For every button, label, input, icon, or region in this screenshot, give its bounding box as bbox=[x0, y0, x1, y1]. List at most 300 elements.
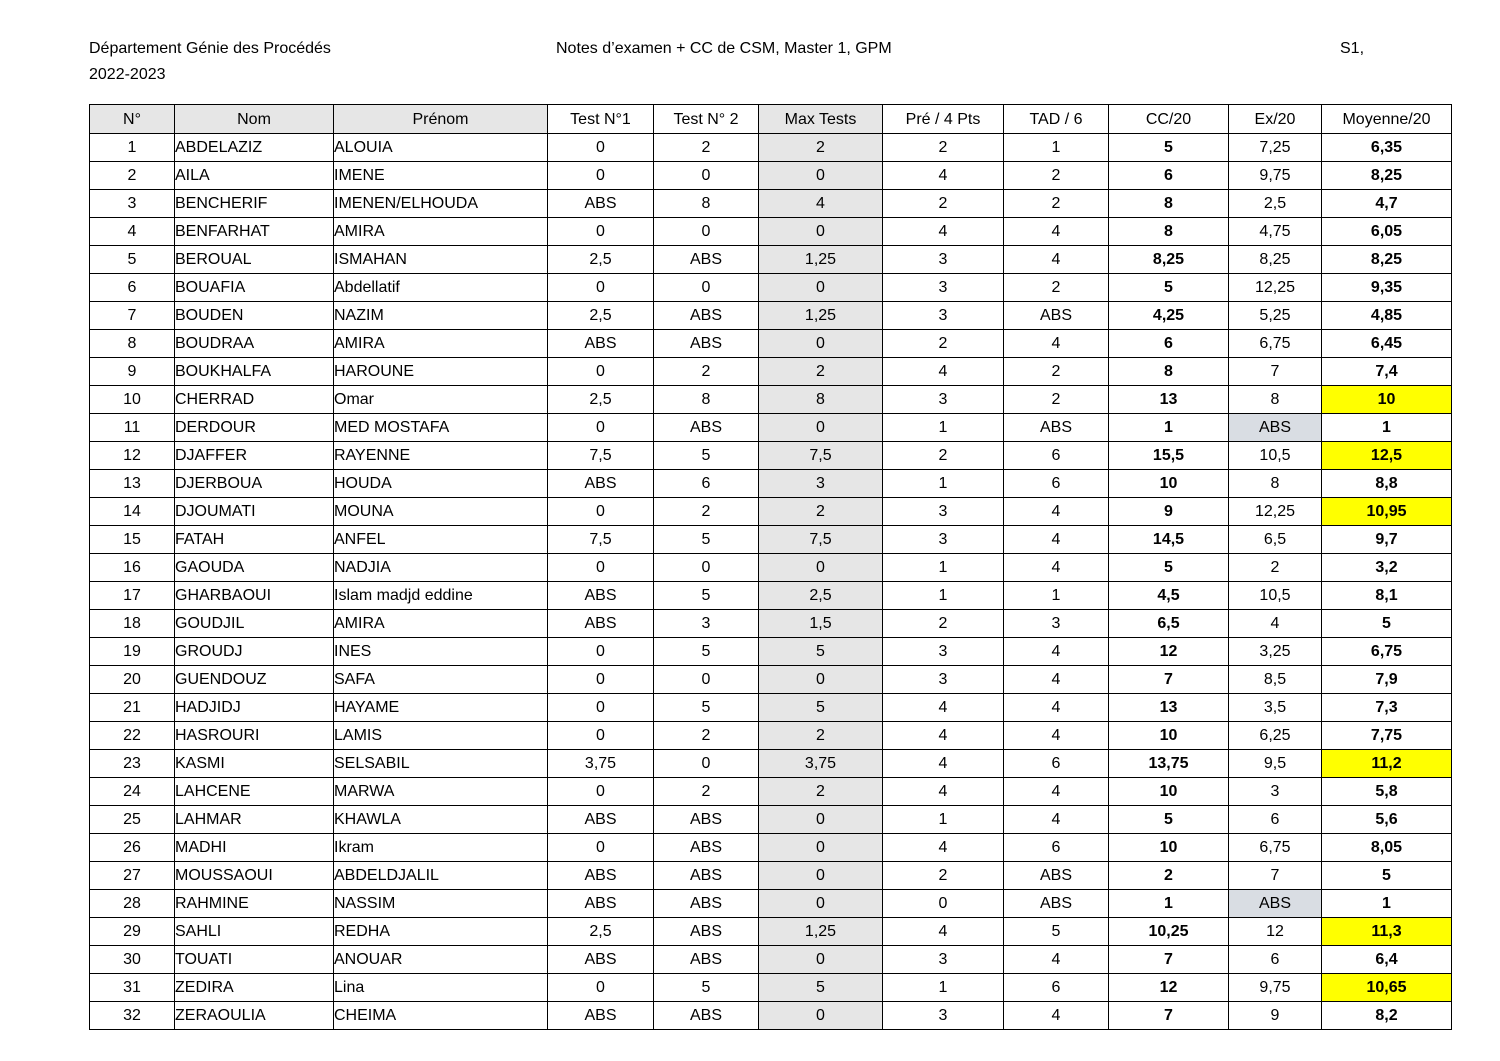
student-last-name: HASROURI bbox=[175, 722, 334, 750]
table-row bbox=[90, 134, 1452, 162]
row-number: 24 bbox=[90, 778, 175, 806]
table-row bbox=[90, 750, 1452, 778]
test1-score: ABS bbox=[548, 806, 654, 834]
cc-score: 15,5 bbox=[1109, 442, 1229, 470]
student-first-name: MOUNA bbox=[334, 498, 548, 526]
tad-score: 4 bbox=[1004, 722, 1109, 750]
row-number: 5 bbox=[90, 246, 175, 274]
tad-score: 4 bbox=[1004, 526, 1109, 554]
test2-score: 6 bbox=[654, 470, 759, 498]
max-tests-score: 0 bbox=[759, 414, 883, 442]
test1-score: 0 bbox=[548, 218, 654, 246]
student-last-name: DJAFFER bbox=[175, 442, 334, 470]
average-score: 8,05 bbox=[1322, 834, 1452, 862]
tad-score: 2 bbox=[1004, 190, 1109, 218]
test1-score: 0 bbox=[548, 638, 654, 666]
test2-score: 0 bbox=[654, 274, 759, 302]
exam-score: 8 bbox=[1229, 470, 1322, 498]
cc-score: 1 bbox=[1109, 890, 1229, 918]
tad-score: 4 bbox=[1004, 638, 1109, 666]
student-last-name: BEROUAL bbox=[175, 246, 334, 274]
cc-score: 6 bbox=[1109, 162, 1229, 190]
max-tests-score: 5 bbox=[759, 638, 883, 666]
table-row bbox=[90, 834, 1452, 862]
test1-score: 7,5 bbox=[548, 442, 654, 470]
row-number: 22 bbox=[90, 722, 175, 750]
presence-score: 1 bbox=[883, 974, 1004, 1002]
max-tests-score: 8 bbox=[759, 386, 883, 414]
average-score: 8,25 bbox=[1322, 246, 1452, 274]
student-first-name: ABDELDJALIL bbox=[334, 862, 548, 890]
col-header-moyenne: Moyenne/20 bbox=[1322, 105, 1452, 134]
max-tests-score: 0 bbox=[759, 666, 883, 694]
test1-score: 0 bbox=[548, 414, 654, 442]
test2-score: 5 bbox=[654, 582, 759, 610]
tad-score: 4 bbox=[1004, 694, 1109, 722]
row-number: 28 bbox=[90, 890, 175, 918]
presence-score: 4 bbox=[883, 918, 1004, 946]
test1-score: 2,5 bbox=[548, 918, 654, 946]
cc-score: 13 bbox=[1109, 386, 1229, 414]
presence-score: 3 bbox=[883, 498, 1004, 526]
tad-score: 6 bbox=[1004, 834, 1109, 862]
exam-score: 6,5 bbox=[1229, 526, 1322, 554]
average-score: 6,4 bbox=[1322, 946, 1452, 974]
presence-score: 4 bbox=[883, 358, 1004, 386]
col-header-presence: Pré / 4 Pts bbox=[883, 105, 1004, 134]
max-tests-score: 2 bbox=[759, 498, 883, 526]
tad-score: 4 bbox=[1004, 554, 1109, 582]
presence-score: 1 bbox=[883, 470, 1004, 498]
test1-score: 0 bbox=[548, 554, 654, 582]
student-first-name: MED MOSTAFA bbox=[334, 414, 548, 442]
tad-score: 2 bbox=[1004, 162, 1109, 190]
max-tests-score: 3 bbox=[759, 470, 883, 498]
max-tests-score: 7,5 bbox=[759, 526, 883, 554]
exam-score: 3,25 bbox=[1229, 638, 1322, 666]
cc-score: 10 bbox=[1109, 834, 1229, 862]
row-number: 20 bbox=[90, 666, 175, 694]
cc-score: 8 bbox=[1109, 190, 1229, 218]
table-row bbox=[90, 414, 1452, 442]
cc-score: 14,5 bbox=[1109, 526, 1229, 554]
student-last-name: BOUDEN bbox=[175, 302, 334, 330]
test1-score: ABS bbox=[548, 582, 654, 610]
student-last-name: ABDELAZIZ bbox=[175, 134, 334, 162]
row-number: 29 bbox=[90, 918, 175, 946]
student-last-name: AILA bbox=[175, 162, 334, 190]
exam-score: 6 bbox=[1229, 946, 1322, 974]
cc-score: 8 bbox=[1109, 358, 1229, 386]
col-header-nom: Nom bbox=[175, 105, 334, 134]
average-score: 9,35 bbox=[1322, 274, 1452, 302]
cc-score: 10,25 bbox=[1109, 918, 1229, 946]
presence-score: 4 bbox=[883, 834, 1004, 862]
presence-score: 4 bbox=[883, 162, 1004, 190]
cc-score: 4,5 bbox=[1109, 582, 1229, 610]
cc-score: 6,5 bbox=[1109, 610, 1229, 638]
tad-score: 6 bbox=[1004, 442, 1109, 470]
student-last-name: CHERRAD bbox=[175, 386, 334, 414]
test1-score: ABS bbox=[548, 330, 654, 358]
cc-score: 13,75 bbox=[1109, 750, 1229, 778]
exam-score: 3 bbox=[1229, 778, 1322, 806]
student-first-name: Omar bbox=[334, 386, 548, 414]
row-number: 23 bbox=[90, 750, 175, 778]
student-first-name: AMIRA bbox=[334, 218, 548, 246]
table-row bbox=[90, 638, 1452, 666]
test2-score: ABS bbox=[654, 890, 759, 918]
presence-score: 2 bbox=[883, 442, 1004, 470]
presence-score: 2 bbox=[883, 862, 1004, 890]
test1-score: ABS bbox=[548, 1002, 654, 1030]
tad-score: 4 bbox=[1004, 946, 1109, 974]
tad-score: 4 bbox=[1004, 1002, 1109, 1030]
table-row bbox=[90, 722, 1452, 750]
cc-score: 5 bbox=[1109, 806, 1229, 834]
exam-score: 2,5 bbox=[1229, 190, 1322, 218]
test2-score: 2 bbox=[654, 722, 759, 750]
student-first-name: KHAWLA bbox=[334, 806, 548, 834]
row-number: 32 bbox=[90, 1002, 175, 1030]
presence-score: 3 bbox=[883, 246, 1004, 274]
test2-score: ABS bbox=[654, 918, 759, 946]
student-first-name: NAZIM bbox=[334, 302, 548, 330]
cc-score: 5 bbox=[1109, 554, 1229, 582]
max-tests-score: 0 bbox=[759, 1002, 883, 1030]
student-last-name: RAHMINE bbox=[175, 890, 334, 918]
student-first-name: RAYENNE bbox=[334, 442, 548, 470]
tad-score: 5 bbox=[1004, 918, 1109, 946]
row-number: 9 bbox=[90, 358, 175, 386]
tad-score: 4 bbox=[1004, 666, 1109, 694]
row-number: 10 bbox=[90, 386, 175, 414]
tad-score: 4 bbox=[1004, 246, 1109, 274]
max-tests-score: 0 bbox=[759, 862, 883, 890]
exam-score: 8 bbox=[1229, 386, 1322, 414]
cc-score: 8 bbox=[1109, 218, 1229, 246]
student-first-name: NADJIA bbox=[334, 554, 548, 582]
max-tests-score: 5 bbox=[759, 694, 883, 722]
presence-score: 3 bbox=[883, 638, 1004, 666]
test1-score: 0 bbox=[548, 274, 654, 302]
table-row bbox=[90, 610, 1452, 638]
student-first-name: Ikram bbox=[334, 834, 548, 862]
test2-score: 5 bbox=[654, 974, 759, 1002]
test1-score: 0 bbox=[548, 134, 654, 162]
test2-score: ABS bbox=[654, 862, 759, 890]
table-row bbox=[90, 330, 1452, 358]
test2-score: 8 bbox=[654, 190, 759, 218]
student-first-name: HAROUNE bbox=[334, 358, 548, 386]
max-tests-score: 0 bbox=[759, 162, 883, 190]
exam-score: 9,75 bbox=[1229, 162, 1322, 190]
average-score: 8,8 bbox=[1322, 470, 1452, 498]
test2-score: 5 bbox=[654, 526, 759, 554]
max-tests-score: 0 bbox=[759, 218, 883, 246]
test2-score: ABS bbox=[654, 302, 759, 330]
tad-score: ABS bbox=[1004, 862, 1109, 890]
test2-score: 0 bbox=[654, 162, 759, 190]
average-score: 6,05 bbox=[1322, 218, 1452, 246]
presence-score: 1 bbox=[883, 582, 1004, 610]
test1-score: 3,75 bbox=[548, 750, 654, 778]
table-row bbox=[90, 582, 1452, 610]
test2-score: 2 bbox=[654, 358, 759, 386]
average-score: 6,75 bbox=[1322, 638, 1452, 666]
table-row bbox=[90, 526, 1452, 554]
test1-score: ABS bbox=[548, 862, 654, 890]
student-last-name: GUENDOUZ bbox=[175, 666, 334, 694]
cc-score: 8,25 bbox=[1109, 246, 1229, 274]
exam-score: 12,25 bbox=[1229, 498, 1322, 526]
row-number: 2 bbox=[90, 162, 175, 190]
tad-score: 3 bbox=[1004, 610, 1109, 638]
department-label: Département Génie des Procédés bbox=[89, 40, 331, 57]
presence-score: 4 bbox=[883, 750, 1004, 778]
tad-score: 4 bbox=[1004, 498, 1109, 526]
test1-score: ABS bbox=[548, 946, 654, 974]
student-first-name: SAFA bbox=[334, 666, 548, 694]
average-score: 8,2 bbox=[1322, 1002, 1452, 1030]
average-score: 7,4 bbox=[1322, 358, 1452, 386]
exam-score: 2 bbox=[1229, 554, 1322, 582]
student-first-name: ISMAHAN bbox=[334, 246, 548, 274]
student-last-name: GOUDJIL bbox=[175, 610, 334, 638]
cc-score: 9 bbox=[1109, 498, 1229, 526]
test2-score: 2 bbox=[654, 778, 759, 806]
student-first-name: SELSABIL bbox=[334, 750, 548, 778]
table-row bbox=[90, 974, 1452, 1002]
test2-score: 2 bbox=[654, 134, 759, 162]
presence-score: 3 bbox=[883, 1002, 1004, 1030]
exam-score: 12 bbox=[1229, 918, 1322, 946]
test2-score: ABS bbox=[654, 834, 759, 862]
max-tests-score: 1,25 bbox=[759, 246, 883, 274]
presence-score: 2 bbox=[883, 190, 1004, 218]
cc-score: 10 bbox=[1109, 778, 1229, 806]
student-first-name: Lina bbox=[334, 974, 548, 1002]
average-score: 4,7 bbox=[1322, 190, 1452, 218]
student-last-name: GAOUDA bbox=[175, 554, 334, 582]
test2-score: ABS bbox=[654, 246, 759, 274]
tad-score: 1 bbox=[1004, 582, 1109, 610]
student-last-name: TOUATI bbox=[175, 946, 334, 974]
col-header-test2: Test N° 2 bbox=[654, 105, 759, 134]
presence-score: 2 bbox=[883, 610, 1004, 638]
cc-score: 7 bbox=[1109, 1002, 1229, 1030]
col-header-number: N° bbox=[90, 105, 175, 134]
student-last-name: KASMI bbox=[175, 750, 334, 778]
row-number: 16 bbox=[90, 554, 175, 582]
student-last-name: BOUKHALFA bbox=[175, 358, 334, 386]
test2-score: 3 bbox=[654, 610, 759, 638]
test2-score: 5 bbox=[654, 694, 759, 722]
test1-score: 0 bbox=[548, 834, 654, 862]
col-header-prenom: Prénom bbox=[334, 105, 548, 134]
presence-score: 3 bbox=[883, 302, 1004, 330]
student-first-name: INES bbox=[334, 638, 548, 666]
cc-score: 13 bbox=[1109, 694, 1229, 722]
presence-score: 4 bbox=[883, 218, 1004, 246]
average-score: 7,9 bbox=[1322, 666, 1452, 694]
student-first-name: HOUDA bbox=[334, 470, 548, 498]
student-first-name: NASSIM bbox=[334, 890, 548, 918]
row-number: 30 bbox=[90, 946, 175, 974]
cc-score: 5 bbox=[1109, 134, 1229, 162]
cc-score: 4,25 bbox=[1109, 302, 1229, 330]
exam-score: 10,5 bbox=[1229, 582, 1322, 610]
student-last-name: ZERAOULIA bbox=[175, 1002, 334, 1030]
exam-score: 5,25 bbox=[1229, 302, 1322, 330]
average-score: 10 bbox=[1322, 386, 1452, 414]
test2-score: 5 bbox=[654, 442, 759, 470]
row-number: 12 bbox=[90, 442, 175, 470]
row-number: 27 bbox=[90, 862, 175, 890]
test1-score: 7,5 bbox=[548, 526, 654, 554]
max-tests-score: 0 bbox=[759, 834, 883, 862]
exam-score: 9 bbox=[1229, 1002, 1322, 1030]
test1-score: 0 bbox=[548, 722, 654, 750]
tad-score: 4 bbox=[1004, 218, 1109, 246]
max-tests-score: 7,5 bbox=[759, 442, 883, 470]
student-last-name: MADHI bbox=[175, 834, 334, 862]
average-score: 8,1 bbox=[1322, 582, 1452, 610]
col-header-max-tests: Max Tests bbox=[759, 105, 883, 134]
table-row bbox=[90, 218, 1452, 246]
max-tests-score: 0 bbox=[759, 554, 883, 582]
exam-score: 10,5 bbox=[1229, 442, 1322, 470]
student-last-name: DERDOUR bbox=[175, 414, 334, 442]
student-last-name: BOUDRAA bbox=[175, 330, 334, 358]
test2-score: 0 bbox=[654, 218, 759, 246]
table-row bbox=[90, 1002, 1452, 1030]
academic-year: 2022-2023 bbox=[89, 66, 166, 83]
presence-score: 2 bbox=[883, 330, 1004, 358]
presence-score: 3 bbox=[883, 946, 1004, 974]
test2-score: 2 bbox=[654, 498, 759, 526]
exam-score: 6 bbox=[1229, 806, 1322, 834]
exam-score: ABS bbox=[1229, 414, 1322, 442]
row-number: 19 bbox=[90, 638, 175, 666]
tad-score: 4 bbox=[1004, 330, 1109, 358]
student-first-name: Abdellatif bbox=[334, 274, 548, 302]
row-number: 4 bbox=[90, 218, 175, 246]
student-last-name: DJOUMATI bbox=[175, 498, 334, 526]
average-score: 3,2 bbox=[1322, 554, 1452, 582]
cc-score: 12 bbox=[1109, 638, 1229, 666]
student-first-name: AMIRA bbox=[334, 330, 548, 358]
cc-score: 10 bbox=[1109, 470, 1229, 498]
table-row bbox=[90, 246, 1452, 274]
test1-score: ABS bbox=[548, 190, 654, 218]
test1-score: 0 bbox=[548, 666, 654, 694]
row-number: 17 bbox=[90, 582, 175, 610]
exam-score: 9,5 bbox=[1229, 750, 1322, 778]
average-score: 7,3 bbox=[1322, 694, 1452, 722]
student-last-name: FATAH bbox=[175, 526, 334, 554]
student-first-name: Islam madjd eddine bbox=[334, 582, 548, 610]
max-tests-score: 0 bbox=[759, 274, 883, 302]
row-number: 21 bbox=[90, 694, 175, 722]
tad-score: 1 bbox=[1004, 134, 1109, 162]
row-number: 1 bbox=[90, 134, 175, 162]
presence-score: 3 bbox=[883, 386, 1004, 414]
test1-score: 0 bbox=[548, 974, 654, 1002]
exam-score: ABS bbox=[1229, 890, 1322, 918]
student-last-name: BENFARHAT bbox=[175, 218, 334, 246]
average-score: 1 bbox=[1322, 414, 1452, 442]
average-score: 5 bbox=[1322, 610, 1452, 638]
max-tests-score: 1,25 bbox=[759, 918, 883, 946]
tad-score: 6 bbox=[1004, 974, 1109, 1002]
student-first-name: LAMIS bbox=[334, 722, 548, 750]
presence-score: 2 bbox=[883, 134, 1004, 162]
test1-score: 0 bbox=[548, 358, 654, 386]
average-score: 5,8 bbox=[1322, 778, 1452, 806]
max-tests-score: 4 bbox=[759, 190, 883, 218]
student-last-name: GHARBAOUI bbox=[175, 582, 334, 610]
average-score: 6,35 bbox=[1322, 134, 1452, 162]
table-row bbox=[90, 302, 1452, 330]
table-row bbox=[90, 946, 1452, 974]
max-tests-score: 5 bbox=[759, 974, 883, 1002]
tad-score: 6 bbox=[1004, 470, 1109, 498]
row-number: 13 bbox=[90, 470, 175, 498]
row-number: 7 bbox=[90, 302, 175, 330]
max-tests-score: 0 bbox=[759, 946, 883, 974]
student-last-name: LAHCENE bbox=[175, 778, 334, 806]
exam-score: 7,25 bbox=[1229, 134, 1322, 162]
row-number: 6 bbox=[90, 274, 175, 302]
test2-score: 0 bbox=[654, 750, 759, 778]
tad-score: 2 bbox=[1004, 358, 1109, 386]
test2-score: 5 bbox=[654, 638, 759, 666]
exam-score: 3,5 bbox=[1229, 694, 1322, 722]
student-first-name: REDHA bbox=[334, 918, 548, 946]
test2-score: ABS bbox=[654, 806, 759, 834]
tad-score: ABS bbox=[1004, 302, 1109, 330]
average-score: 4,85 bbox=[1322, 302, 1452, 330]
max-tests-score: 1,5 bbox=[759, 610, 883, 638]
row-number: 26 bbox=[90, 834, 175, 862]
student-first-name: ALOUIA bbox=[334, 134, 548, 162]
average-score: 10,65 bbox=[1322, 974, 1452, 1002]
tad-score: 2 bbox=[1004, 274, 1109, 302]
student-first-name: ANFEL bbox=[334, 526, 548, 554]
average-score: 9,7 bbox=[1322, 526, 1452, 554]
table-row bbox=[90, 862, 1452, 890]
exam-score: 6,75 bbox=[1229, 330, 1322, 358]
presence-score: 4 bbox=[883, 722, 1004, 750]
exam-score: 6,75 bbox=[1229, 834, 1322, 862]
table-row bbox=[90, 498, 1452, 526]
cc-score: 6 bbox=[1109, 330, 1229, 358]
max-tests-score: 2 bbox=[759, 134, 883, 162]
col-header-exam: Ex/20 bbox=[1229, 105, 1322, 134]
exam-score: 4,75 bbox=[1229, 218, 1322, 246]
average-score: 10,95 bbox=[1322, 498, 1452, 526]
cc-score: 7 bbox=[1109, 946, 1229, 974]
average-score: 11,2 bbox=[1322, 750, 1452, 778]
test1-score: 2,5 bbox=[548, 386, 654, 414]
max-tests-score: 2 bbox=[759, 778, 883, 806]
test1-score: 2,5 bbox=[548, 246, 654, 274]
test2-score: ABS bbox=[654, 330, 759, 358]
max-tests-score: 2,5 bbox=[759, 582, 883, 610]
table-row bbox=[90, 694, 1452, 722]
exam-score: 4 bbox=[1229, 610, 1322, 638]
